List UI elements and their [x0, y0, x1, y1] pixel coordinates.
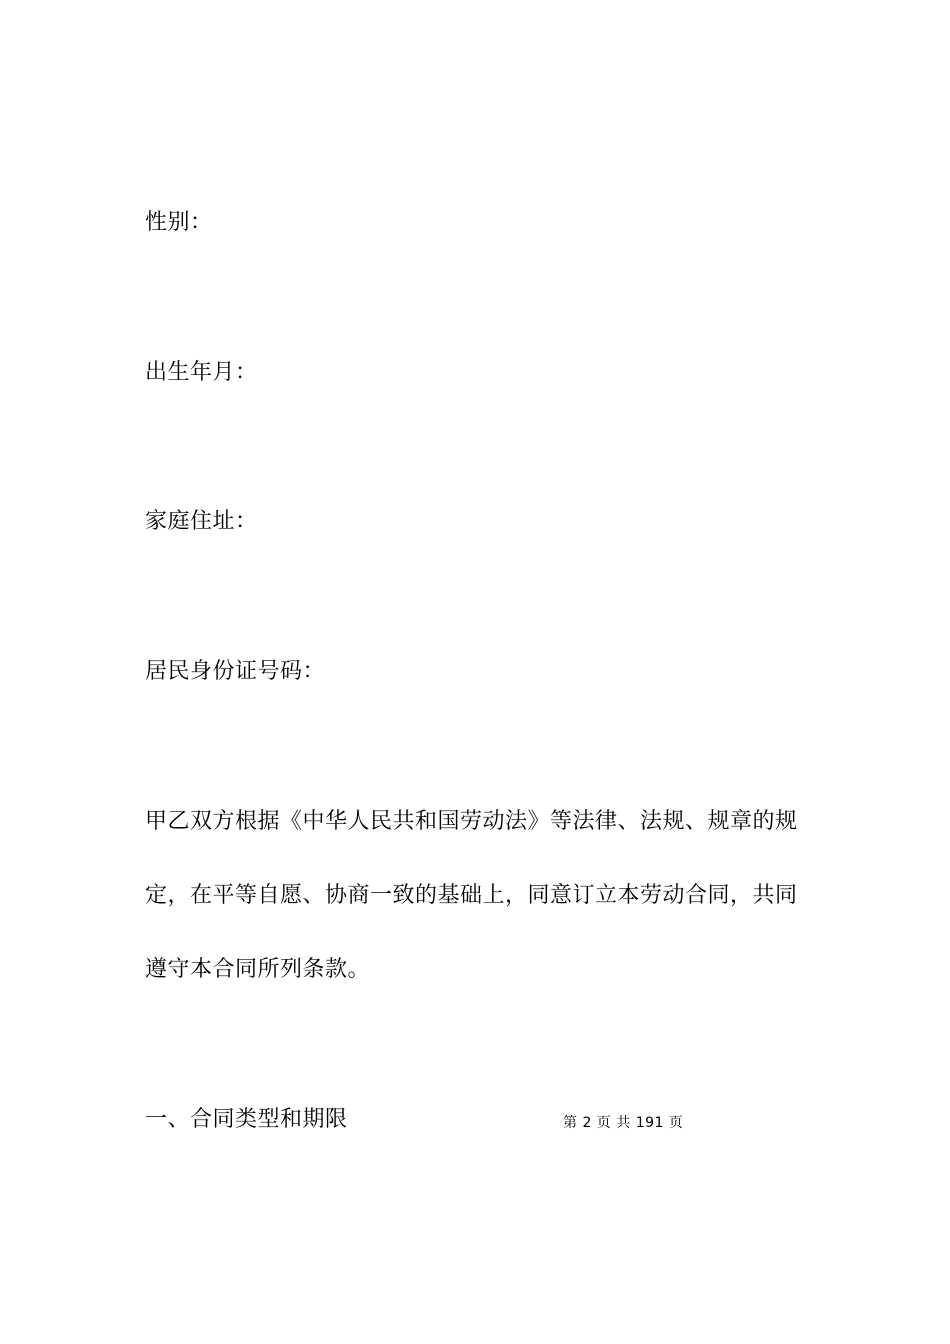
- intro-line: 甲乙双方根据《中华人民共和国劳动法》等法律、法规、规章的规: [145, 809, 798, 834]
- gender-label: 性别：: [145, 210, 213, 235]
- intro-line: 定，在平等自愿、协商一致的基础上，同意订立本劳动合同，共同: [145, 883, 798, 908]
- id-number-label: 居民身份证号码：: [145, 659, 326, 684]
- home-address-label: 家庭住址：: [145, 509, 258, 534]
- section-heading: 一、合同类型和期限: [145, 1107, 348, 1132]
- intro-paragraph: [145, 808, 815, 1030]
- page-number: 第 2 页 共 191 页: [563, 1115, 684, 1131]
- intro-line: 遵守本合同所列条款。: [145, 957, 371, 982]
- birth-date-label: 出生年月：: [145, 360, 258, 385]
